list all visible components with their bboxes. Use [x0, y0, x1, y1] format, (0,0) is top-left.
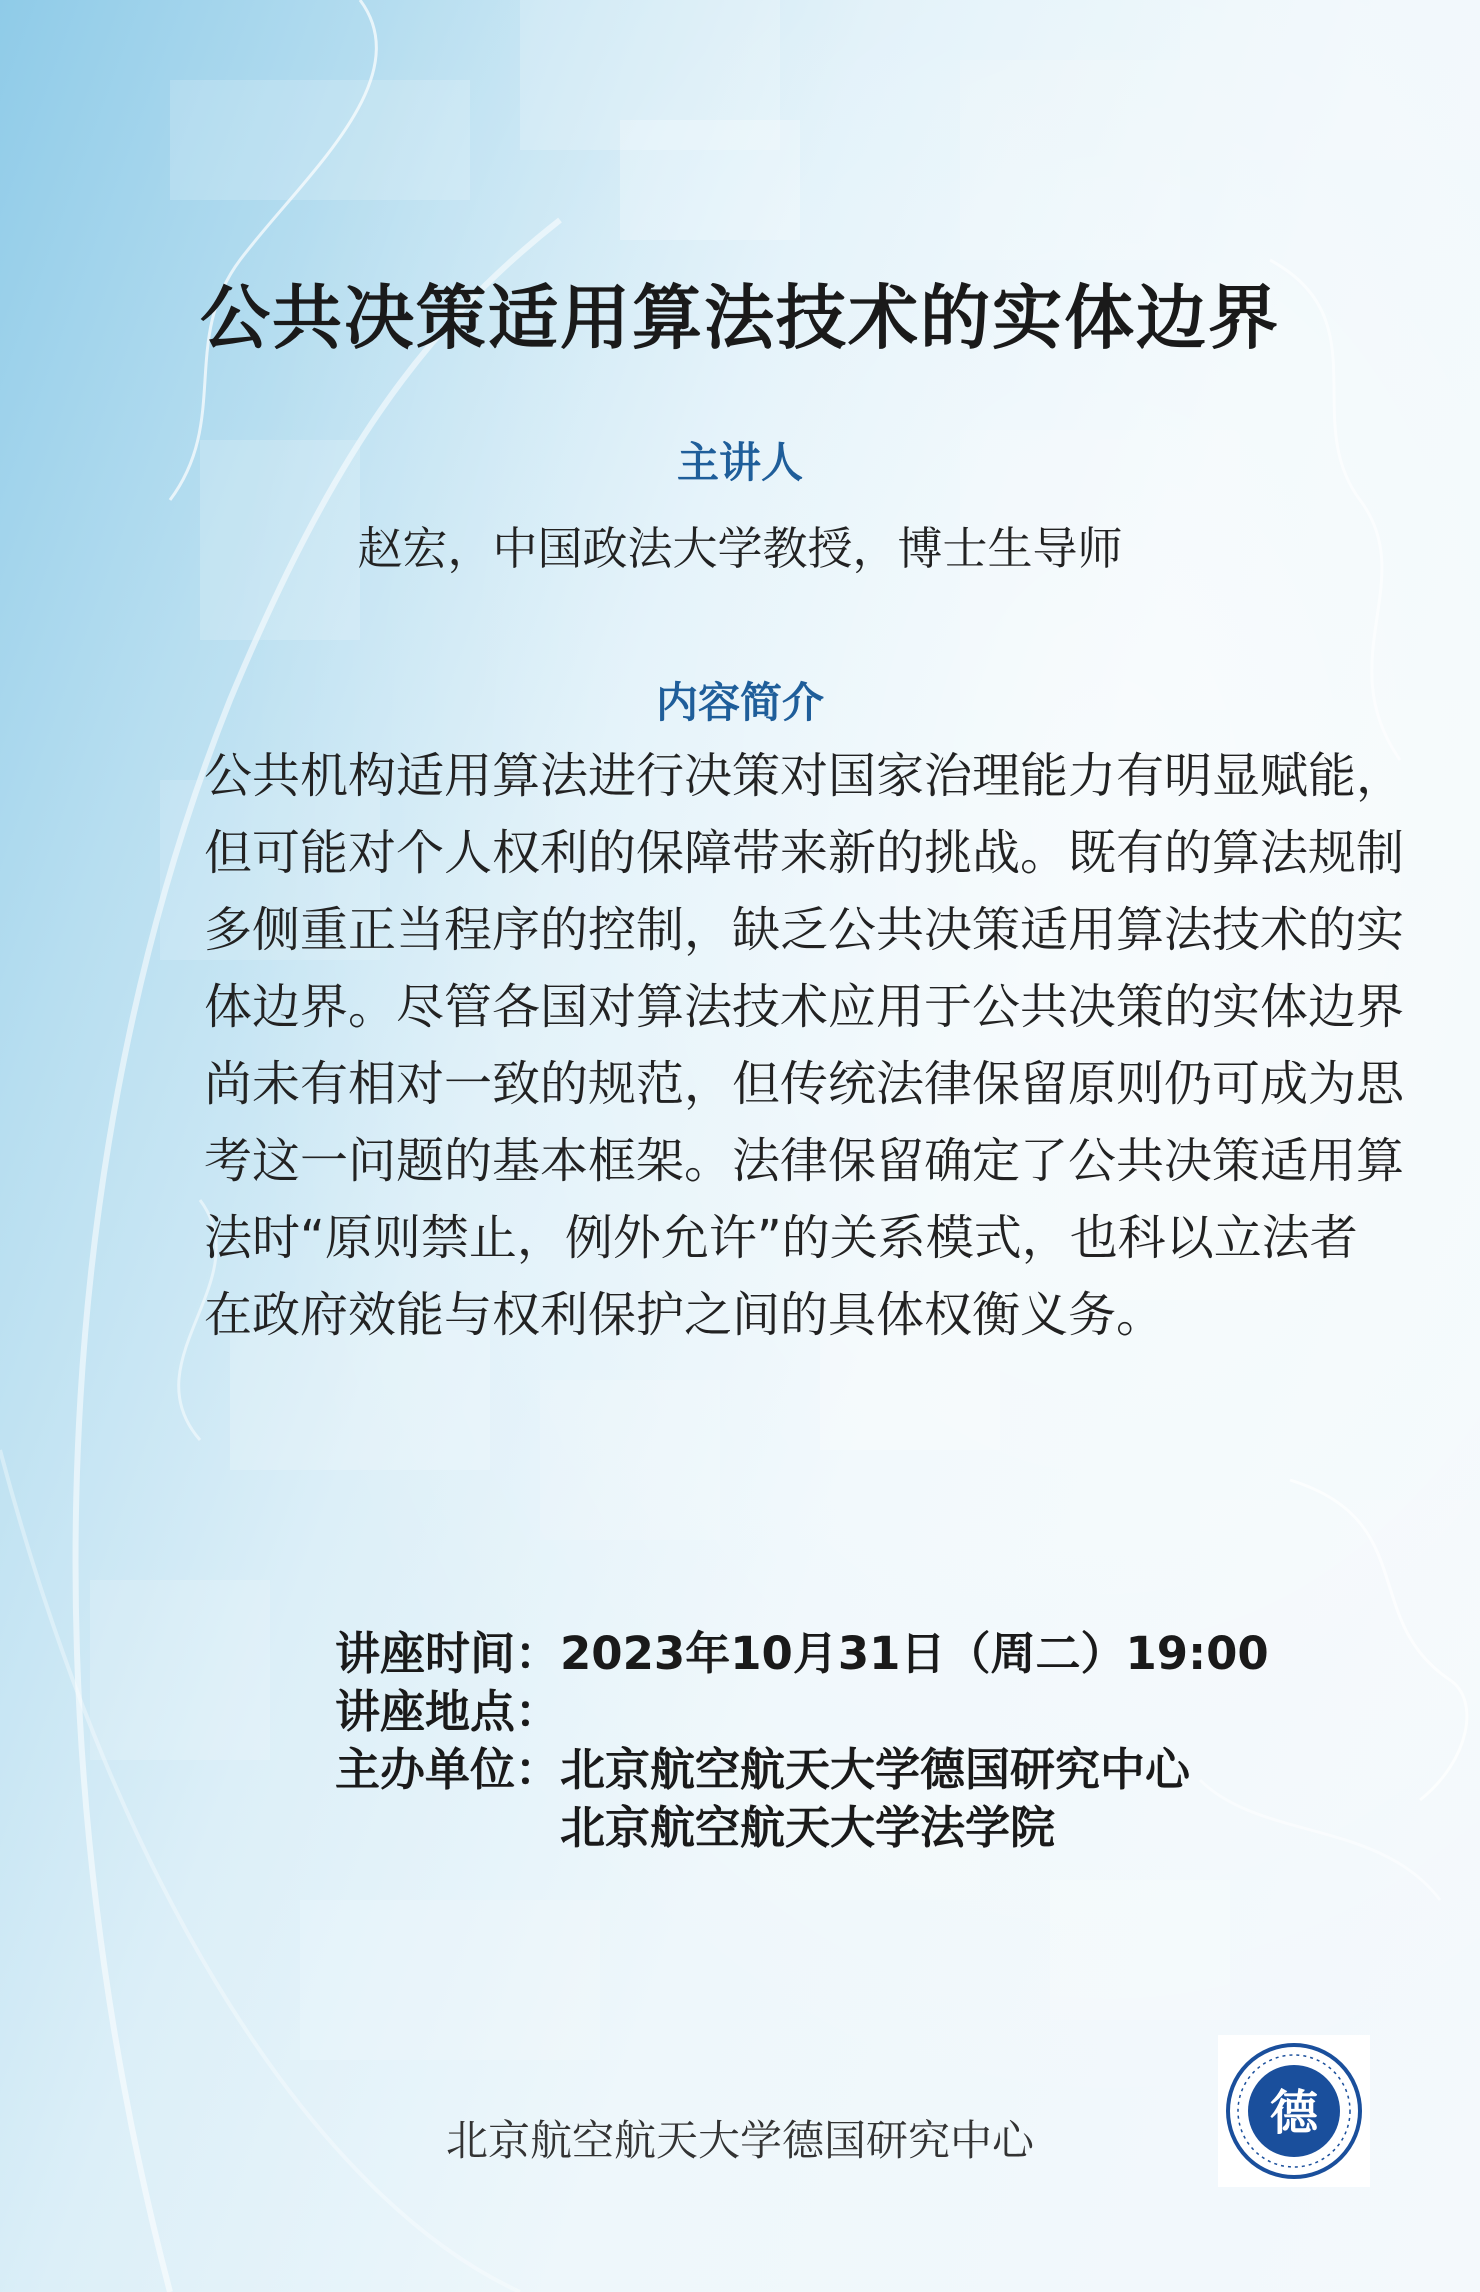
intro-line: 多侧重正当程序的控制，缺乏公共决策适用算法技术的实	[204, 902, 1405, 958]
place-label: 讲座地点：	[335, 1685, 561, 1738]
intro-line: 尚未有相对一致的规范，但传统法律保留原则仍可成为思	[204, 1056, 1405, 1112]
intro-line: 在政府效能与权利保护之间的具体权衡义务。	[204, 1287, 1165, 1343]
svg-text:德: 德	[1269, 2085, 1319, 2141]
center-logo	[1218, 2035, 1370, 2187]
speaker-heading: 主讲人	[676, 438, 803, 487]
intro-heading: 内容简介	[655, 678, 824, 727]
time-value: 2023年10月31日（周二）19:00	[560, 1627, 1269, 1680]
seal-icon	[1224, 2041, 1364, 2181]
host-label: 主办单位：	[335, 1743, 561, 1796]
intro-line: 法时“原则禁止，例外允许”的关系模式，也科以立法者	[204, 1210, 1358, 1266]
time-label: 讲座时间：	[335, 1627, 561, 1680]
speaker-info: 赵宏，中国政法大学教授，博士生导师	[357, 522, 1123, 575]
host-value-2: 北京航空航天大学法学院	[560, 1801, 1056, 1854]
poster-title: 公共决策适用算法技术的实体边界	[200, 277, 1280, 359]
footer-organizer: 北京航空航天大学德国研究中心	[445, 2116, 1034, 2165]
intro-line: 考这一问题的基本框架。法律保留确定了公共决策适用算	[204, 1133, 1405, 1189]
intro-line: 体边界。尽管各国对算法技术应用于公共决策的实体边界	[204, 979, 1405, 1035]
host-value-1: 北京航空航天大学德国研究中心	[560, 1743, 1191, 1796]
intro-line: 但可能对个人权利的保障带来新的挑战。既有的算法规制	[204, 825, 1405, 881]
intro-line: 公共机构适用算法进行决策对国家治理能力有明显赋能，	[204, 748, 1405, 804]
